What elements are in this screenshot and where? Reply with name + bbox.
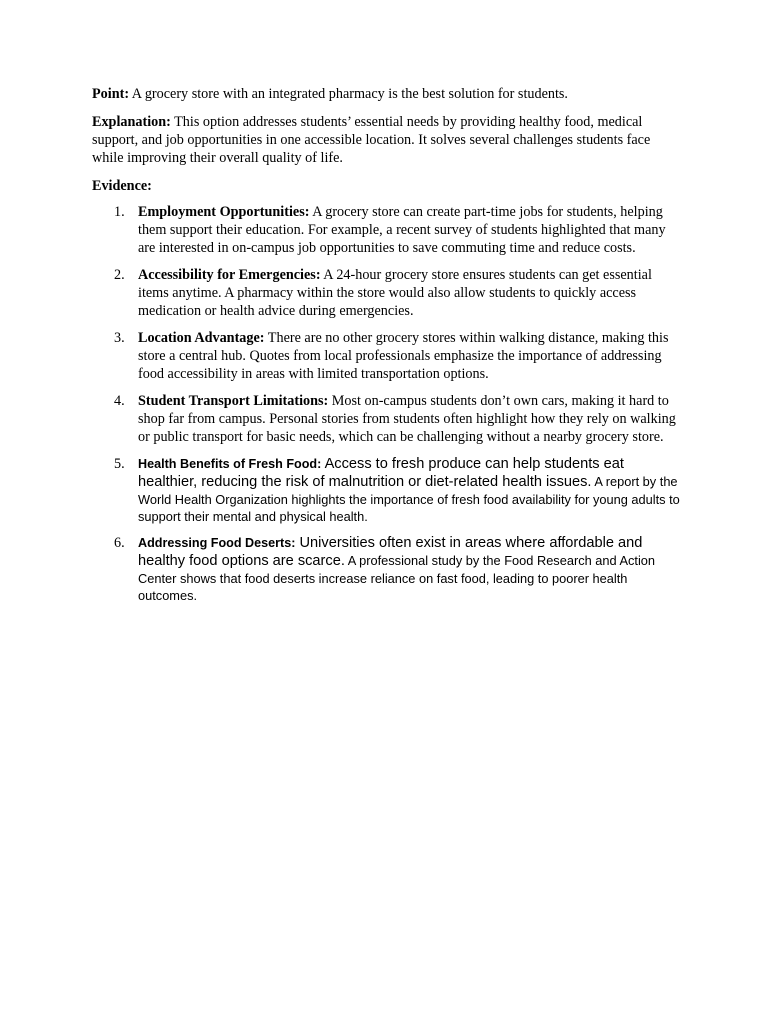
evidence-number: 1. [114, 204, 125, 220]
evidence-title: Location Advantage: [138, 330, 265, 346]
explanation-paragraph [92, 113, 682, 167]
evidence-title: Student Transport Limitations: [138, 393, 329, 409]
evidence-item [92, 329, 682, 383]
evidence-text: A report by the World Health Organization highlights the importance of fresh food availability for young adults to support their mental and physical health. [138, 474, 680, 524]
evidence-item [92, 266, 682, 320]
evidence-lead-text: Access to fresh produce can help students eat healthier, reducing the risk of malnutrition or diet-related health issues. [138, 456, 624, 490]
evidence-number: 5. [114, 456, 125, 472]
evidence-number: 6. [114, 535, 125, 551]
evidence-number: 4. [114, 393, 125, 409]
evidence-number: 3. [114, 330, 125, 346]
evidence-text: There are no other grocery stores within walking distance, making this store a central hub. Quotes from local professionals emphasize the importance of addressing food accessibility in areas with limited transportation options. [138, 330, 669, 382]
evidence-title: Health Benefits of Fresh Food: [138, 457, 322, 471]
point-text: A grocery store with an integrated pharmacy is the best solution for students. [129, 86, 568, 102]
evidence-text: A professional study by the Food Research and Action Center shows that food deserts increase reliance on fast food, leading to poorer health outcomes. [138, 553, 656, 603]
document-body [92, 85, 682, 613]
evidence-lead-text: Universities often exist in areas where affordable and healthy food options are scarce. [138, 535, 643, 569]
evidence-title: Addressing Food Deserts: [138, 536, 296, 550]
explanation-text: This option addresses students’ essential needs by providing healthy food, medical support, and job opportunities in one accessible location. It solves several challenges students face while improving their overall quality of life. [92, 114, 651, 166]
evidence-list [92, 203, 682, 604]
evidence-title: Accessibility for Emergencies: [138, 267, 321, 283]
evidence-item [92, 392, 682, 446]
point-label: Point: [92, 86, 130, 102]
point-paragraph [92, 85, 682, 103]
evidence-text: A grocery store can create part-time jobs for students, helping them support their education. For example, a recent survey of students highlighted that many are interested in on-campus job opportunities to save commuting time and reduce costs. [138, 204, 666, 256]
evidence-item [92, 455, 682, 525]
evidence-item [92, 534, 682, 604]
evidence-text: Most on-campus students don’t own cars, making it hard to shop far from campus. Personal stories from students often highlight how they rely on walking or public transport for basic needs, which can be challenging without a nearby grocery store. [138, 393, 676, 445]
explanation-label: Explanation: [92, 114, 171, 130]
evidence-text: A 24-hour grocery store ensures students can get essential items anytime. A pharmacy within the store would also allow students to quickly access medication or health advice during emergencies. [138, 267, 652, 319]
evidence-number: 2. [114, 267, 125, 283]
evidence-item [92, 203, 682, 257]
evidence-heading: Evidence: [92, 178, 152, 194]
evidence-title: Employment Opportunities: [138, 204, 310, 220]
